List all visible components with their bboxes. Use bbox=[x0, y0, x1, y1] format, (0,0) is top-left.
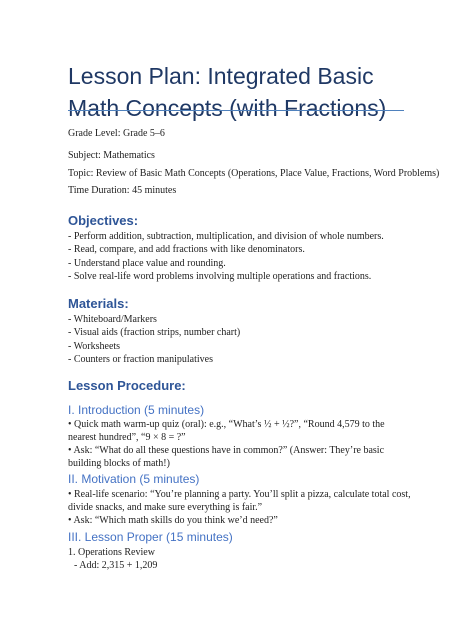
list-item: - Visual aids (fraction strips, number chart) bbox=[68, 327, 241, 339]
lesson-proper-heading: III. Lesson Proper (15 minutes) bbox=[68, 530, 233, 544]
list-item: - Perform addition, subtraction, multiplication, and division of whole numbers. bbox=[68, 231, 384, 242]
list-item: - Worksheets bbox=[68, 340, 121, 352]
objectives-list bbox=[68, 230, 408, 283]
list-item: - Solve real-life word problems involving multiple operations and fractions. bbox=[68, 270, 372, 282]
list-item: - Read, compare, and add fractions with like denominators. bbox=[68, 244, 305, 256]
list-item: - Counters or fraction manipulatives bbox=[68, 353, 213, 365]
motivation-heading: II. Motivation (5 minutes) bbox=[68, 472, 200, 486]
subject: Subject: Mathematics bbox=[68, 150, 155, 161]
operations-review-add: - Add: 2,315 + 1,209 bbox=[74, 560, 158, 571]
topic: Topic: Review of Basic Math Concepts (Operations, Place Value, Fractions, Word Problems) bbox=[68, 168, 440, 179]
introduction-warmup: • Quick math warm-up quiz (oral): e.g., “What’s ½ + ½?”, “Round 4,579 to the nearest hundred”, “9 × 8 = ?” bbox=[68, 419, 385, 444]
motivation-question: • Ask: “Which math skills do you think we’d need?” bbox=[68, 515, 278, 526]
introduction-heading: I. Introduction (5 minutes) bbox=[68, 403, 205, 417]
objectives-heading: Objectives: bbox=[68, 213, 139, 228]
title-underline bbox=[68, 110, 404, 111]
motivation-scenario: • Real-life scenario: “You’re planning a party. You’ll split a pizza, calculate total cost, divide snacks, and make sure everything is fair.” bbox=[68, 489, 411, 514]
list-item: - Whiteboard/Markers bbox=[68, 314, 157, 325]
list-item: - Understand place value and rounding. bbox=[68, 257, 226, 269]
lesson-procedure-heading: Lesson Procedure: bbox=[68, 378, 186, 393]
operations-review-item: 1. Operations Review bbox=[68, 547, 155, 558]
materials-list bbox=[68, 313, 408, 366]
materials-heading: Materials: bbox=[68, 296, 129, 311]
document-title: Lesson Plan: Integrated Basic Math Concepts (with Fractions) bbox=[68, 63, 387, 121]
introduction-question: • Ask: “What do all these questions have in common?” (Answer: They’re basic building blocks of math!) bbox=[68, 445, 385, 470]
grade-level: Grade Level: Grade 5–6 bbox=[68, 128, 165, 139]
time-duration: Time Duration: 45 minutes bbox=[68, 185, 177, 196]
